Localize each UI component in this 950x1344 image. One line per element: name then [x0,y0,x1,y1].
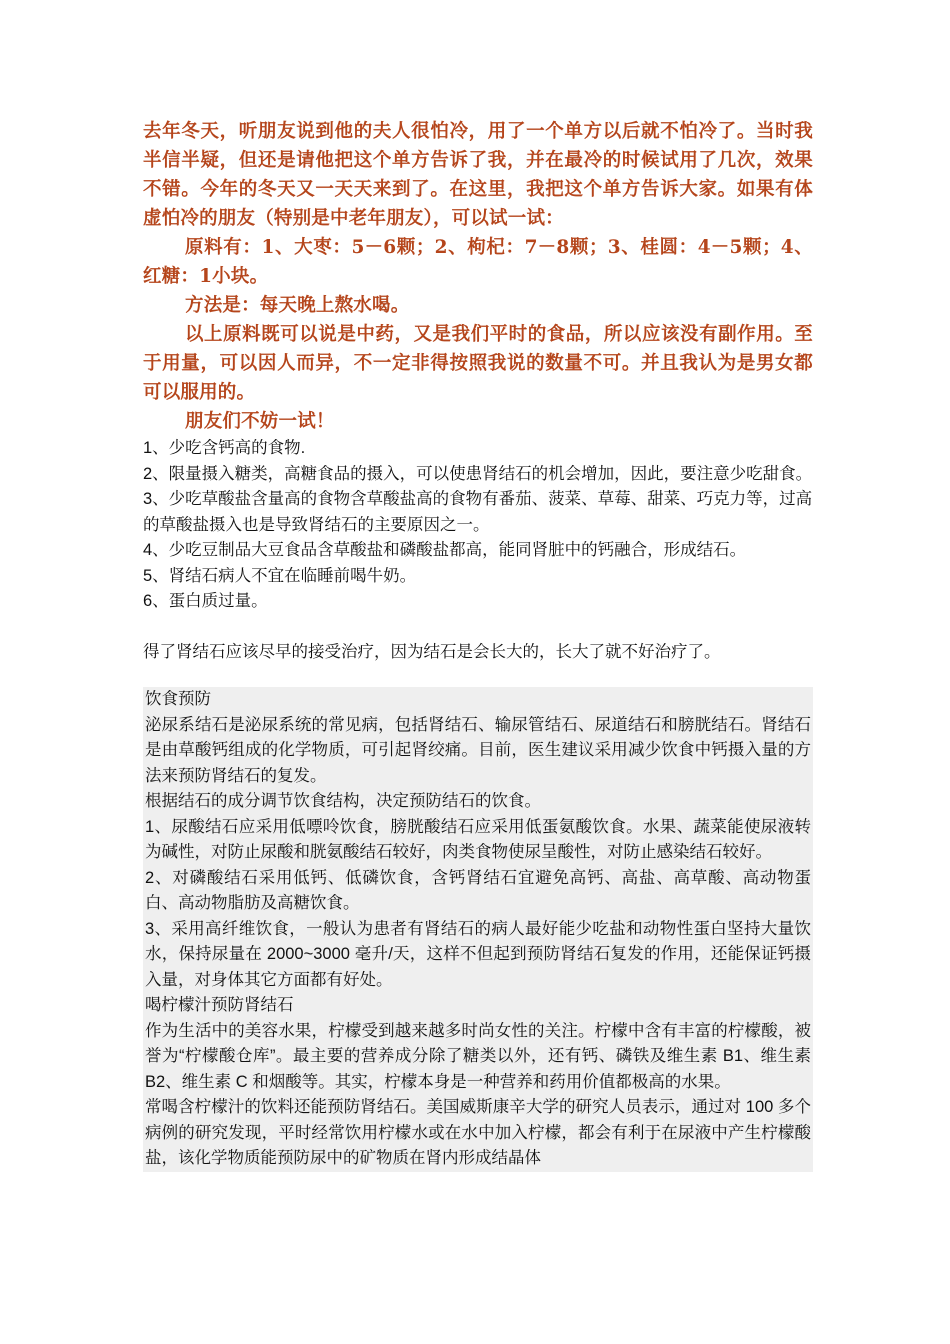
list-item: 5、肾结石病人不宜在临睡前喝牛奶。 [143,566,417,585]
intro-section [143,117,813,436]
intro-paragraph: 去年冬天，听朋友说到他的夫人很怕冷，用了一个单方以后就不怕冷了。当时我半信半疑，但还是请他把这个单方告诉了我，并在最冷的时候试用了几次，效果不错。今年的冬天又一天天来到了。在这里，我把这个单方告诉大家。如果有体虚怕冷的朋友（特别是中老年朋友），可以试一试： [143,121,813,229]
list-item: 1、少吃含钙高的食物. [143,439,306,457]
list-item: 2、限量摄入糖类，高糖食品的摄入，可以使患肾结石的机会增加，因此，要注意少吃甜食。 [143,464,813,483]
list-item: 6、蛋白质过量。 [143,592,268,610]
document-page [143,117,813,1172]
list-item: 3、少吃草酸盐含量高的食物含草酸盐高的食物有番茄、菠菜、草莓、甜菜、巧克力等，过高的草酸盐摄入也是导致肾结石的主要原因之一。 [143,490,813,534]
section-paragraph: 泌尿系结石是泌尿系统的常见病，包括肾结石、输尿管结石、尿道结石和膀胱结石。肾结石是由草酸钙组成的化学物质，可引起肾绞痛。目前，医生建议采用减少饮食中钙摄入量的方法来预防肾结石的复发。 [145,715,811,785]
section-paragraph: 作为生活中的美容水果，柠檬受到越来越多时尚女性的关注。柠檬中含有丰富的柠檬酸，被誉为“柠檬酸仓库”。最主要的营养成分除了糖类以外，还有钙、磷铁及维生素 B1、维生素 B2、维生素 C 和烟酸等。其实，柠檬本身是一种营养和药用价值都极高的水果。 [145,1021,811,1091]
list-item: 4、少吃豆制品大豆食品含草酸盐和磷酸盐都高，能同肾脏中的钙融合，形成结石。 [143,541,747,559]
section-paragraph: 常喝含柠檬汁的饮料还能预防肾结石。美国威斯康辛大学的研究人员表示，通过对 100 多个病例的研究发现，平时经常饮用柠檬水或在水中加入柠檬，都会有利于在尿液中产生柠檬酸盐，该化学物质能预防尿中的矿物质在肾内形成结晶体 [145,1098,811,1167]
section-paragraph: 1、尿酸结石应采用低嘌呤饮食，膀胱酸结石应采用低蛋氨酸饮食。水果、蔬菜能使尿液转为碱性，对防止尿酸和胱氨酸结石较好，肉类食物使尿呈酸性，对防止感染结石较好。 [145,817,811,861]
usage-paragraph: 以上原料既可以说是中药，又是我们平时的食品，所以应该没有副作用。至于用量，可以因人而异，不一定非得按照我说的数量不可。并且我认为是男女都可以服用的。 [143,324,813,403]
closing-paragraph: 朋友们不妨一试！ [185,411,335,432]
section-paragraph: 3、采用高纤维饮食，一般认为患者有肾结石的病人最好能少吃盐和动物性蛋白坚持大量饮水，保持尿量在 2000~3000 毫升/天，这样不但起到预防肾结石复发的作用，还能保证钙摄入量，对身体其它方面都有好处。 [145,919,811,989]
prevention-section [143,687,813,1172]
diet-tips-list [143,436,813,665]
section-title-lemon: 喝柠檬汁预防肾结石 [145,996,294,1014]
ingredients-paragraph: 原料有：1、大枣：5－6颗；2、枸杞：7－8颗；3、桂圆：4－5颗；4、红糖：1小块。 [143,237,813,287]
section-title-diet: 饮食预防 [145,690,211,708]
section-paragraph: 根据结石的成分调节饮食结构，决定预防结石的饮食。 [145,792,541,810]
section-paragraph: 2、对磷酸结石采用低钙、低磷饮食，含钙肾结石宜避免高钙、高盐、高草酸、高动物蛋白、高动物脂肪及高糖饮食。 [145,868,811,912]
treatment-note: 得了肾结石应该尽早的接受治疗，因为结石是会长大的，长大了就不好治疗了。 [143,642,721,661]
method-paragraph: 方法是：每天晚上熬水喝。 [185,295,410,316]
spacer [143,615,813,640]
